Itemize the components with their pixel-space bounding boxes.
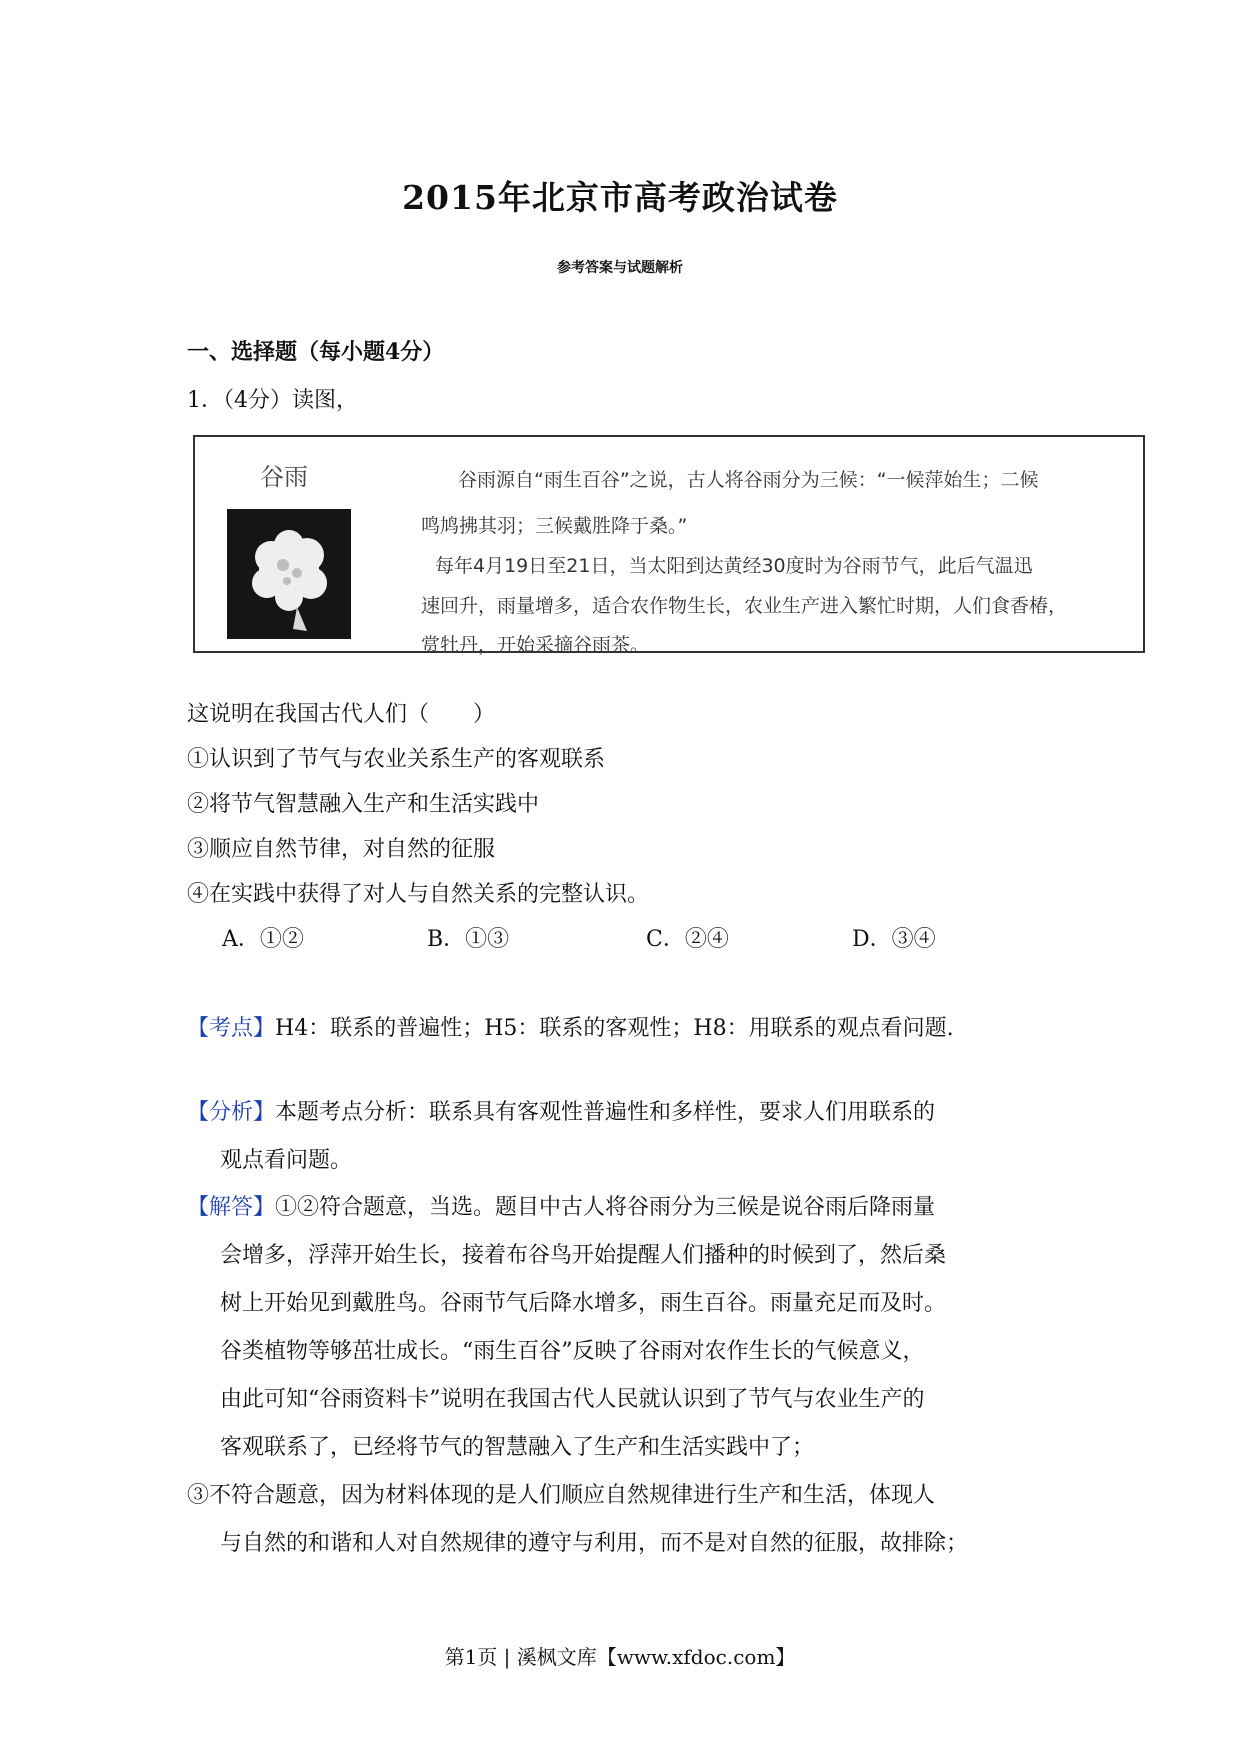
option-d: D．③④ bbox=[852, 927, 936, 952]
page-subtitle: 参考答案与试题解析 bbox=[557, 260, 683, 276]
figure-card-title: 谷雨 bbox=[260, 463, 308, 491]
figure-text-line: 鸣鸠拂其羽；三候戴胜降于桑。” bbox=[421, 515, 688, 537]
figure-text-line: 赏牡丹，开始采摘谷雨茶。 bbox=[421, 634, 650, 656]
kaodian-tag: 【考点】 bbox=[187, 1016, 276, 1041]
page-footer: 第1页 | 溪枫文库【www.xfdoc.com】 bbox=[444, 1645, 796, 1669]
fenxi-text: 观点看问题。 bbox=[220, 1148, 353, 1173]
jieda-tag: 【解答】 bbox=[187, 1195, 276, 1220]
jieda-text: 与自然的和谐和人对自然规律的遵守与利用，而不是对自然的征服，故排除； bbox=[220, 1531, 969, 1556]
statement-item: ④在实践中获得了对人与自然关系的完整认识。 bbox=[187, 882, 650, 907]
jieda-line bbox=[187, 1190, 935, 1221]
jieda-text: 树上开始见到戴胜鸟。谷雨节气后降水增多，雨生百谷。雨量充足而及时。 bbox=[220, 1291, 947, 1316]
jieda-text: 会增多，浮萍开始生长，接着布谷鸟开始提醒人们播种的时候到了，然后桑 bbox=[220, 1243, 947, 1268]
jieda-text: ①②符合题意，当选。题目中古人将谷雨分为三候是说谷雨后降雨量 bbox=[275, 1195, 936, 1220]
peony-photo bbox=[227, 509, 351, 639]
kaodian-line bbox=[187, 1011, 954, 1042]
option-c: C．②④ bbox=[646, 927, 729, 952]
jieda-text: 谷类植物等够茁壮成长。“雨生百谷”反映了谷雨对农作生长的气候意义， bbox=[220, 1339, 925, 1364]
figure-text-line: 速回升，雨量增多，适合农作物生长，农业生产进入繁忙时期，人们食香椿， bbox=[421, 595, 1068, 617]
statement-item: ①认识到了节气与农业关系生产的客观联系 bbox=[187, 747, 606, 772]
jieda-text: 客观联系了，已经将节气的智慧融入了生产和生活实践中了； bbox=[220, 1435, 815, 1460]
jieda-text: 由此可知“谷雨资料卡”说明在我国古代人民就认识到了节气与农业生产的 bbox=[220, 1387, 925, 1412]
fenxi-line bbox=[187, 1095, 935, 1126]
kaodian-text: H4：联系的普遍性；H5：联系的客观性；H8：用联系的观点看问题. bbox=[275, 1016, 954, 1041]
question-stem: 1．（4分）读图， bbox=[187, 388, 358, 413]
fenxi-text: 本题考点分析：联系具有客观性普遍性和多样性，要求人们用联系的 bbox=[275, 1100, 936, 1125]
solar-term-figure bbox=[193, 435, 1145, 656]
figure-text-line: 谷雨源自“雨生百谷”之说，古人将谷雨分为三候：“一候萍始生；二候 bbox=[458, 469, 1039, 491]
option-a: A．①② bbox=[222, 927, 304, 952]
jieda-text: ③不符合题意，因为材料体现的是人们顺应自然规律进行生产和生活，体现人 bbox=[187, 1483, 936, 1508]
page-title: 2015年北京市高考政治试卷 bbox=[402, 178, 838, 217]
option-b: B．①③ bbox=[427, 927, 510, 952]
statement-item: ③顺应自然节律，对自然的征服 bbox=[187, 837, 496, 862]
figure-text-line: 每年4月19日至21日，当太阳到达黄经30度时为谷雨节气，此后气温迅 bbox=[435, 555, 1033, 577]
section-heading: 一、选择题（每小题4分） bbox=[187, 339, 445, 365]
fenxi-tag: 【分析】 bbox=[187, 1100, 276, 1125]
question-prompt: 这说明在我国古代人们（ ） bbox=[187, 702, 496, 727]
statement-item: ②将节气智慧融入生产和生活实践中 bbox=[187, 792, 540, 817]
